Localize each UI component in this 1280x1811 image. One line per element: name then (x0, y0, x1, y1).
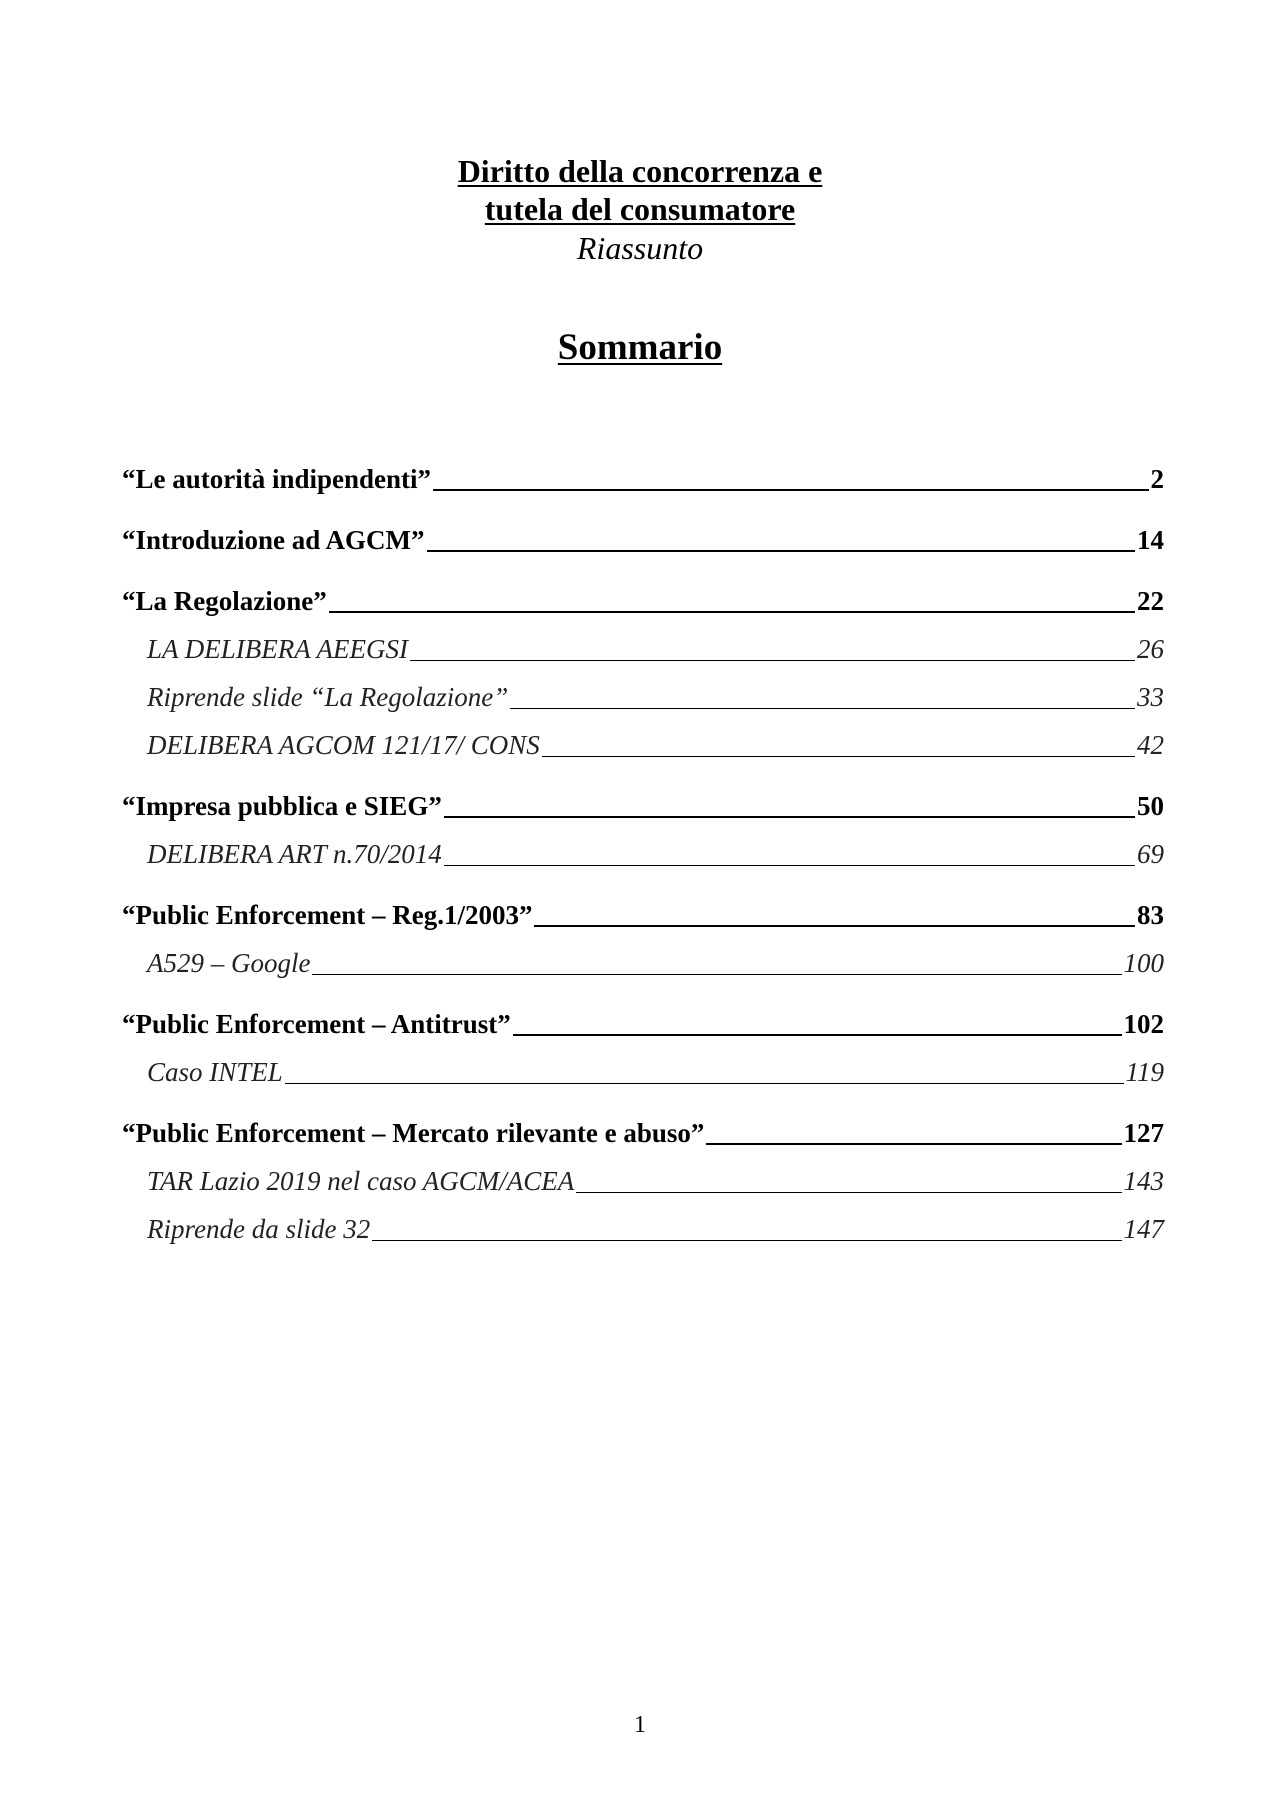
toc-entry-page: 42 (1137, 730, 1164, 760)
toc-leader-line (534, 924, 1135, 927)
toc-heading-text: Sommario (557, 327, 723, 368)
toc-entry-label: Caso INTEL (147, 1057, 283, 1087)
toc-entry-page: 2 (1150, 464, 1164, 494)
toc-entry-label: “Public Enforcement – Reg.1/2003” (122, 900, 533, 930)
toc-entry-label: “Le autorità indipendenti” (122, 464, 432, 494)
toc-entry-public-enforcement-mercato[interactable] (122, 1116, 1164, 1150)
toc-entry-label: TAR Lazio 2019 nel caso AGCM/ACEA (147, 1166, 575, 1196)
toc-entry-page: 50 (1137, 791, 1164, 821)
document-title-line-2: tutela del consumatore (484, 191, 796, 227)
toc-entry-public-enforcement-antitrust[interactable] (122, 1007, 1164, 1041)
toc-entry-page: 83 (1137, 900, 1164, 930)
page-number: 1 (634, 1712, 646, 1738)
toc-leader-line (427, 549, 1135, 552)
toc-entry-label: Riprende da slide 32 (147, 1214, 371, 1244)
table-of-contents (122, 462, 1164, 1246)
toc-entry-page: 33 (1137, 682, 1164, 712)
toc-entry-page: 14 (1137, 525, 1164, 555)
toc-leader-line (433, 488, 1148, 491)
toc-subentry-delibera-art[interactable] (122, 837, 1164, 871)
toc-entry-page: 102 (1123, 1009, 1164, 1039)
toc-entry-page: 127 (1123, 1118, 1164, 1148)
toc-entry-autorita-indipendenti[interactable] (122, 462, 1164, 496)
toc-leader-line (510, 707, 1135, 709)
document-header (0, 152, 1280, 268)
toc-subentry-delibera-agcom[interactable] (122, 728, 1164, 762)
toc-entry-label: “Introduzione ad AGCM” (122, 525, 425, 555)
toc-leader-line (372, 1239, 1121, 1241)
toc-leader-line (444, 815, 1135, 818)
document-title-line-1: Diritto della concorrenza e (457, 153, 823, 189)
toc-leader-line (576, 1191, 1121, 1193)
toc-entry-label: Riprende slide “La Regolazione” (147, 682, 509, 712)
toc-leader-line (706, 1142, 1121, 1145)
toc-entry-page: 100 (1123, 948, 1164, 978)
toc-entry-label: DELIBERA ART n.70/2014 (147, 839, 442, 869)
toc-subentry-delibera-aeegsi[interactable] (122, 632, 1164, 666)
toc-subentry-a529-google[interactable] (122, 946, 1164, 980)
toc-subentry-tar-lazio[interactable] (122, 1164, 1164, 1198)
toc-entry-label: A529 – Google (147, 948, 311, 978)
toc-entry-label: “Public Enforcement – Mercato rilevante e abuso” (122, 1118, 705, 1148)
toc-leader-line (312, 973, 1121, 975)
toc-entry-introduzione-agcm[interactable] (122, 523, 1164, 557)
toc-subentry-riprende-slide-32[interactable] (122, 1212, 1164, 1246)
toc-entry-label: “Impresa pubblica e SIEG” (122, 791, 442, 821)
toc-entry-la-regolazione[interactable] (122, 584, 1164, 618)
toc-entry-page: 143 (1123, 1166, 1164, 1196)
toc-subentry-riprende-slide-regolazione[interactable] (122, 680, 1164, 714)
toc-leader-line (444, 864, 1135, 866)
toc-entry-page: 119 (1125, 1057, 1164, 1087)
toc-entry-label: DELIBERA AGCOM 121/17/ CONS (147, 730, 540, 760)
toc-entry-label: “Public Enforcement – Antitrust” (122, 1009, 511, 1039)
toc-entry-page: 147 (1123, 1214, 1164, 1244)
toc-entry-public-enforcement-reg[interactable] (122, 898, 1164, 932)
toc-subentry-caso-intel[interactable] (122, 1055, 1164, 1089)
toc-leader-line (285, 1082, 1124, 1084)
toc-leader-line (513, 1033, 1122, 1036)
toc-entry-label: “La Regolazione” (122, 586, 327, 616)
toc-entry-page: 26 (1137, 634, 1164, 664)
toc-entry-label: LA DELIBERA AEEGSI (147, 634, 408, 664)
toc-entry-page: 22 (1137, 586, 1164, 616)
toc-entry-page: 69 (1137, 839, 1164, 869)
toc-leader-line (542, 755, 1135, 757)
toc-entry-impresa-pubblica-sieg[interactable] (122, 789, 1164, 823)
toc-leader-line (410, 659, 1135, 661)
toc-leader-line (329, 610, 1135, 613)
document-subtitle: Riassunto (576, 230, 704, 266)
toc-heading (0, 326, 1280, 370)
